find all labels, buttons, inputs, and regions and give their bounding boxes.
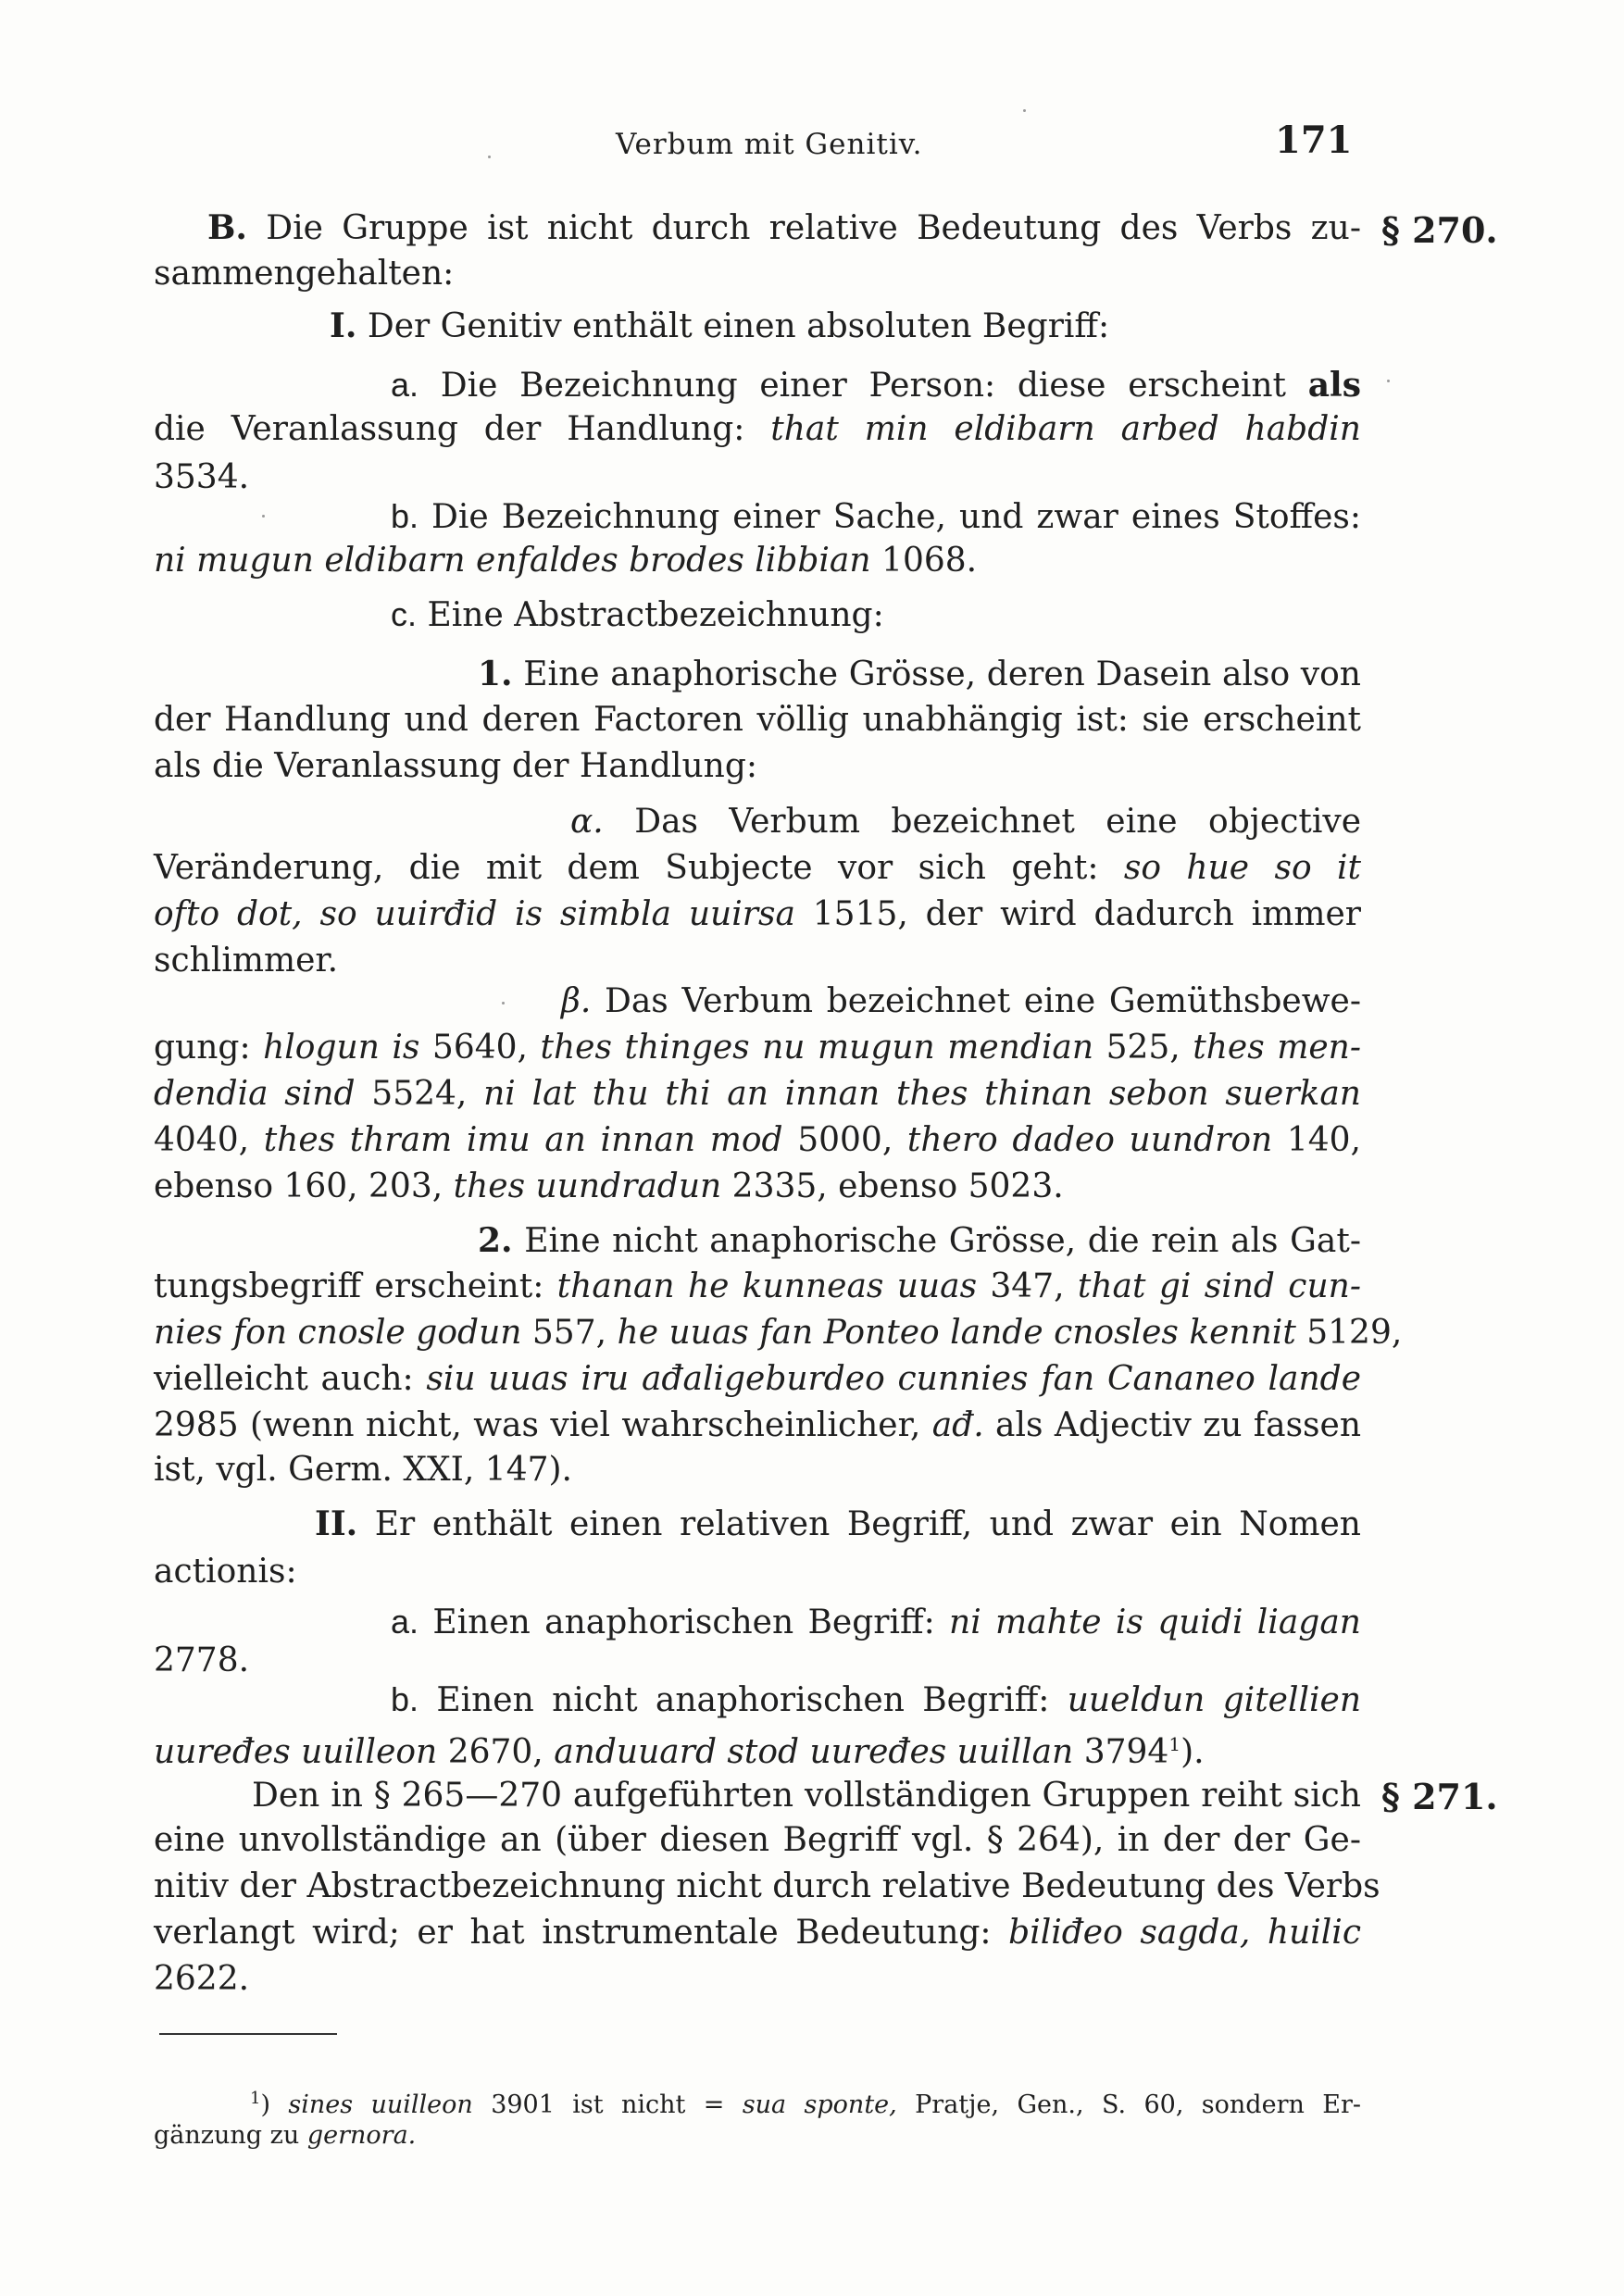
text-line: II. Er enthält einen relativen Begriff, und zwar ein Nomen — [315, 1504, 1361, 1543]
print-speck — [1023, 109, 1026, 112]
margin-section-270: § 270. — [1381, 209, 1498, 251]
text-line: 2778. — [154, 1641, 250, 1679]
text-line: schlimmer. — [154, 942, 339, 980]
text-line: dendia sind 5524, ni lat thu thi an innan thes thinan sebon suerkan — [154, 1075, 1361, 1113]
text-line: a. Einen anaphorischen Begriff: ni mahte is quidi liagan — [391, 1603, 1361, 1641]
footnote-divider — [159, 2033, 337, 2035]
text-line: ebenso 160, 203, thes uundradun 2335, ebenso 5023. — [154, 1167, 1064, 1205]
text-line: B. Die Gruppe ist nicht durch relative Bedeutung des Verbs zu- — [207, 208, 1361, 247]
text-line: die Veranlassung der Handlung: that min eldibarn arbed habdin — [154, 410, 1361, 448]
text-line: 4040, thes thram imu an innan mod 5000, thero dadeo uundron 140, — [154, 1121, 1361, 1159]
text-line: 3534. — [154, 458, 250, 496]
text-line: β. Das Verbum bezeichnet eine Gemüthsbewe- — [561, 982, 1361, 1020]
margin-section-271: § 271. — [1381, 1776, 1498, 1817]
text-line: ofto dot, so uuirđid is simbla uuirsa 1515, der wird dadurch immer — [154, 895, 1361, 933]
text-line: 1. Eine anaphorische Grösse, deren Dasein also von — [478, 655, 1361, 693]
running-header: Verbum mit Genitiv. — [616, 128, 923, 161]
page-number: 171 — [1275, 119, 1353, 162]
text-line: 2622. — [154, 1960, 250, 1998]
text-line: α. Das Verbum bezeichnet eine objective — [570, 803, 1361, 841]
text-line: Veränderung, die mit dem Subjecte vor sich geht: so hue so it — [154, 849, 1362, 887]
text-line: I. Der Genitiv enthält einen absoluten Begriff: — [330, 306, 1110, 345]
text-line: tungsbegriff erscheint: thanan he kunneas uuas 347, that gi sind cun- — [154, 1267, 1361, 1305]
text-line: actionis: — [154, 1553, 297, 1591]
text-line: nies fon cnosle godun 557, he uuas fan Ponteo lande cnosles kennit 5129, — [154, 1314, 1403, 1352]
text-line: als die Veranlassung der Handlung: — [154, 747, 757, 785]
print-speck — [262, 515, 265, 518]
text-line: vielleicht auch: siu uuas iru ađaligeburdeo cunnies fan Cananeo lande — [154, 1360, 1361, 1398]
text-line: 2985 (wenn nicht, was viel wahrscheinlicher, ađ. als Adjectiv zu fassen — [154, 1406, 1362, 1444]
text-line: der Handlung und deren Factoren völlig unabhängig ist: sie erscheint — [154, 701, 1361, 739]
text-line: nitiv der Abstractbezeichnung nicht durch relative Bedeutung des Verbs — [154, 1867, 1380, 1905]
text-line: ni mugun eldibarn enfaldes brodes libbian 1068. — [154, 542, 978, 580]
text-line: c. Eine Abstractbezeichnung: — [391, 595, 884, 634]
footnote-line: $^1$) sines uuilleon 3901 ist nicht = sua sponte, Pratje, Gen., S. 60, sondern Er- — [250, 2089, 1361, 2119]
text-line: b. Die Bezeichnung einer Sache, und zwar eines Stoffes: — [391, 497, 1361, 536]
text-line: Den in § 265—270 aufgeführten vollständigen Gruppen reiht sich — [252, 1777, 1361, 1815]
print-speck — [1387, 380, 1390, 382]
text-line: gung: hlogun is 5640, thes thinges nu mugun mendian 525, thes men- — [154, 1029, 1361, 1067]
text-line: uuređes uuilleon 2670, anduuard stod uuređes uuillan 3794$^1$). — [154, 1733, 1205, 1771]
text-line: b. Einen nicht anaphorischen Begriff: uueldun gitellien — [391, 1680, 1361, 1719]
text-line: 2. Eine nicht anaphorische Grösse, die rein als Gat- — [478, 1221, 1362, 1260]
text-line: verlangt wird; er hat instrumentale Bedeutung: biliđeo sagda, huilic — [154, 1914, 1361, 1952]
text-line: sammengehalten: — [154, 255, 455, 293]
text-line: ist, vgl. Germ. XXI, 147). — [154, 1451, 572, 1489]
text-line: eine unvollständige an (über diesen Begriff vgl. § 264), in der der Ge- — [154, 1821, 1361, 1859]
print-speck — [502, 1002, 505, 1004]
text-line: a. Die Bezeichnung einer Person: diese erscheint als — [391, 366, 1361, 405]
print-speck — [488, 156, 491, 158]
footnote-line: gänzung zu gernora. — [154, 2121, 417, 2150]
